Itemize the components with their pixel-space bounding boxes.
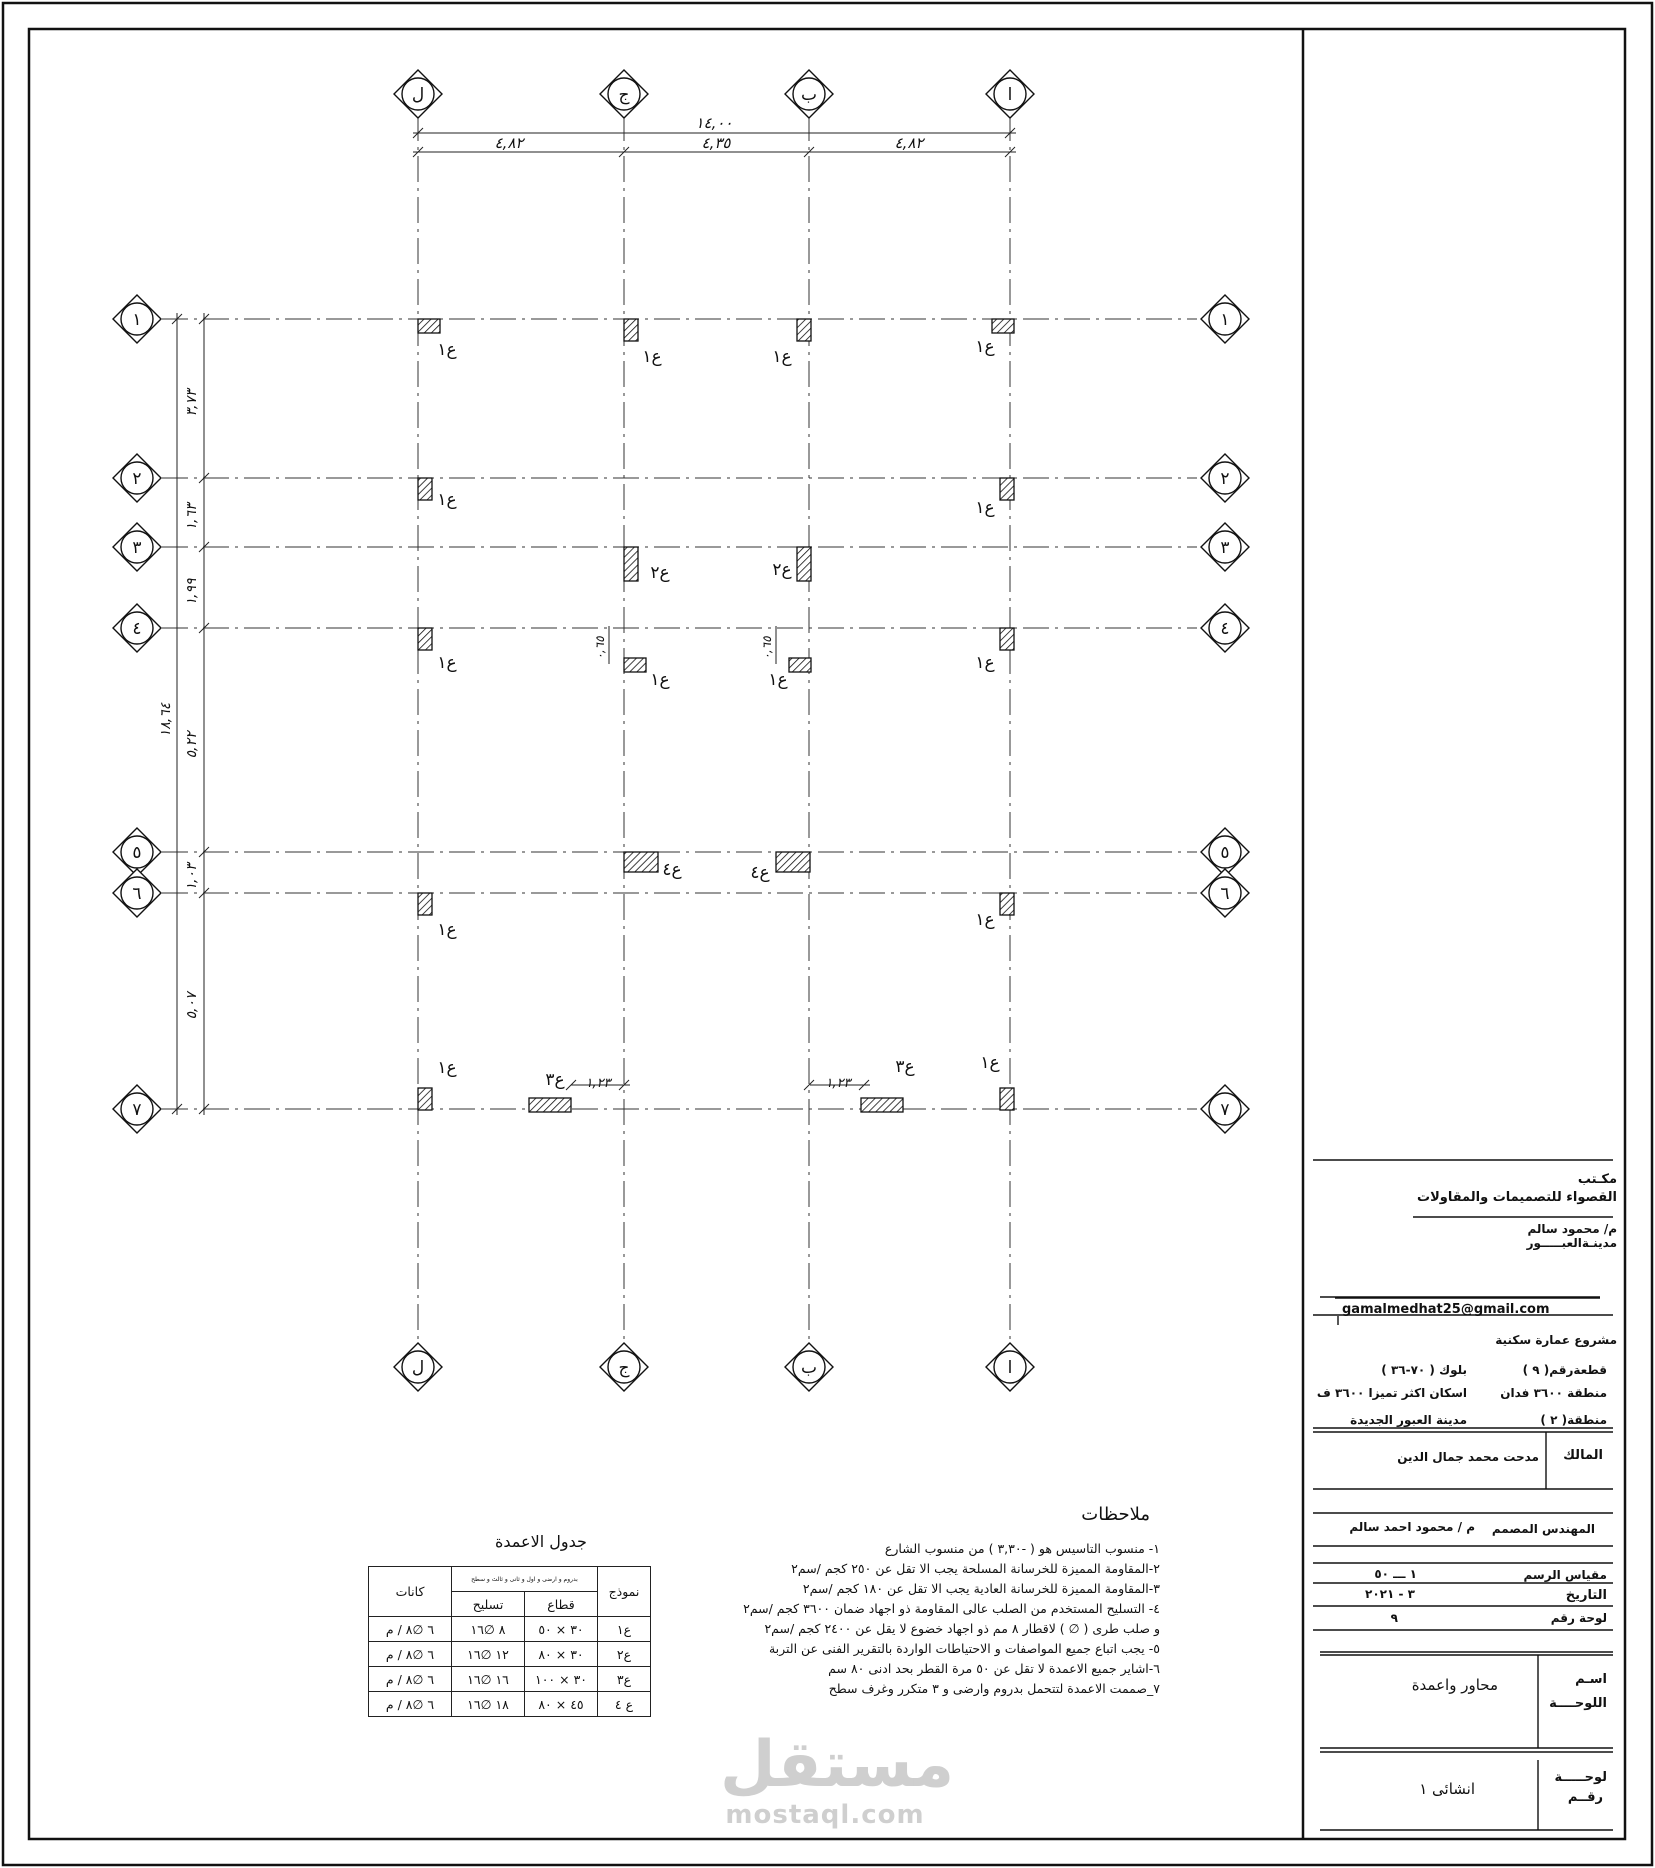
plan-column [624,547,638,581]
engineer-name: م/ محمود سالم [1527,1222,1617,1236]
housing-type: اسكان اكثر تميزا ٣٦٠٠ ف [1316,1386,1467,1400]
plan-column [1000,628,1014,650]
dimension-text-vertical-total: ١٨,٦٤ [158,702,174,738]
dimension-text-small: ١,٢٣ [585,1076,611,1091]
table-row [369,1667,651,1692]
cell-model: ع٣ [598,1667,651,1692]
header-reinforcement: تسليح [452,1592,525,1617]
grid-bubble-label: ٤ [132,619,142,639]
grid-bubble-label: ٥ [1220,843,1230,863]
plan-column [418,478,432,500]
dimension-text: ٤,٨٢ [494,134,524,152]
office-name: القصواء للتصميمات والمقاولات [1417,1190,1617,1205]
cell-stirrups: ٦ ∅٨ / م [369,1617,452,1642]
column-tag: ع١ [650,670,670,690]
block-number: بلوك ( ٧٠-٣٦ ) [1381,1363,1467,1377]
plan-column [797,547,811,581]
column-tag: ع٣ [545,1070,565,1090]
column-tag: ع١ [437,340,457,360]
note-line: ٢-المقاومة المميزة للخرسانة المسلحة يجب الا تقل عن ٢٥٠ كجم /سم٢ [791,1561,1160,1576]
cell-section: ٣٠ × ٨٠ [525,1642,598,1667]
column-tag: ع١ [975,653,995,673]
plan-column [624,658,646,672]
city-name: مدينة العبور الجديدة [1350,1413,1467,1427]
sheet-name-label: اسـم [1575,1672,1607,1687]
column-tag: ع١ [437,1058,457,1078]
table-row [369,1642,651,1667]
dimension-text-total: ١٤,٠٠ [695,114,733,132]
grid-bubble-label: ٢ [1220,469,1230,489]
grid-bubbles [113,70,1249,1391]
plan-column [529,1098,571,1112]
grid-bubble-label: ٤ [1220,619,1230,639]
project-title: مشروع عمارة سكنية [1495,1333,1617,1347]
column-tag: ع١ [975,498,995,518]
notes-section [740,1505,1160,1699]
header-model: نموذج [598,1567,651,1617]
grid-bubble-label: ٦ [132,884,142,904]
zone-number: منطقة( ٢ ) [1540,1413,1607,1427]
plan-column [861,1098,903,1112]
owner-name: مدحت محمد جمال الدين [1397,1450,1539,1464]
cell-model: ع٢ [598,1642,651,1667]
column-tag: ع١ [437,490,457,510]
cell-section: ٤٥ × ٨٠ [525,1692,598,1717]
grid-bubble-label: ل [411,1358,425,1378]
grid-bubble-label: ل [411,85,425,105]
plan-column [418,1088,432,1110]
cell-stirrups: ٦ ∅٨ / م [369,1692,452,1717]
column-tag: ع١ [980,1053,1000,1073]
vertical-grid-lines [418,115,1010,1345]
notes-heading: ملاحظات [1081,1504,1150,1525]
plan-column [418,893,432,915]
note-line: و صلب طرى ( ∅ ) لاقطار ٨ مم ذو اجهاد خضوع لا يقل عن ٢٤٠٠ كجم /سم٢ [764,1621,1160,1636]
columns-table-title: جدول الاعمدة [495,1532,587,1551]
note-line: ٤- التسليح المستخدم من الصلب عالى المقاومة ذو اجهاد ضمان ٣٦٠٠ كجم /سم٢ [743,1601,1160,1616]
column-tag: ع١ [768,670,788,690]
grid-bubble-label: ب [800,1358,818,1378]
cell-reinforcement: ٨ ∅١٦ [452,1617,525,1642]
dimension-text: ٤,٨٢ [894,134,924,152]
designer-name: م / محمود احمد سالم [1349,1520,1475,1534]
dimension-text: ٤,٣٥ [701,134,731,152]
date-label: التاريخ [1565,1588,1607,1603]
dimension-text-small: ٠,٦٥ [593,636,607,660]
grid-bubble-label: ٣ [132,538,142,558]
column-tag: ع١ [437,920,457,940]
email-text: gamalmedhat25@gmail.com [1342,1302,1550,1317]
drawing-number-label-2: رقــم [1567,1790,1603,1805]
cell-stirrups: ٦ ∅٨ / م [369,1667,452,1692]
plan-columns [418,319,1014,1112]
grid-bubble-label: ا [1007,1358,1013,1378]
plan-column [1000,478,1014,500]
grid-bubble-label: ٢ [132,469,142,489]
drawing-number-label: لوحـــــة [1554,1770,1607,1785]
dimension-text-vertical: ١,٠٣ [184,863,200,891]
header-section: قطاع [525,1592,598,1617]
drawing-number-value: انشائى ١ [1419,1780,1475,1798]
plot-number: قطعةرقم( ٩ ) [1522,1363,1607,1377]
grid-bubble-label: ج [618,1358,630,1378]
watermark-latin: mostaql.com [725,1800,925,1830]
dimension-text-vertical: ٥,٢٢ [184,731,200,759]
cell-model: ع١ [598,1617,651,1642]
cell-stirrups: ٦ ∅٨ / م [369,1642,452,1667]
zone-area: منطقة ٣٦٠٠ فدان [1500,1386,1607,1400]
dimension-text-vertical: ١,٦٣ [184,503,200,531]
column-tag: ع١ [975,910,995,930]
grid-bubble-label: ١ [1220,310,1230,330]
dimension-text-small: ١,٢٣ [825,1076,851,1091]
horizontal-grid-lines [162,319,1197,1109]
grid-bubble-label: ٧ [1220,1100,1230,1120]
column-tag: ع١ [437,653,457,673]
plan-column [418,319,440,333]
cell-reinforcement: ١٨ ∅١٦ [452,1692,525,1717]
engineer-city: مدينـةالعبـــــور [1526,1236,1617,1250]
grid-bubble-label: ا [1007,85,1013,105]
note-line: ١- منسوب التاسيس هو ( -٣,٣٠ ) من منسوب الشارع [884,1541,1160,1556]
table-row [369,1617,651,1642]
grid-bubble-label: ب [800,85,818,105]
plan-text [158,114,1000,1091]
plan-column [992,319,1014,333]
column-tag: ع١ [642,347,662,367]
column-tag: ع١ [772,347,792,367]
cell-section: ٣٠ × ٥٠ [525,1617,598,1642]
plan-column [624,852,658,872]
grid-bubble-label: ١ [132,310,142,330]
cell-reinforcement: ١٢ ∅١٦ [452,1642,525,1667]
column-tag: ع٢ [650,563,670,583]
scale-label: مقياس الرسم [1523,1568,1607,1582]
note-line: ٥- يجب اتباع جميع المواصفات و الاحتياطات الواردة بالتقرير الفنى عن التربة [768,1641,1160,1656]
grid-bubble-label: ج [618,85,630,105]
plan-column [1000,1088,1014,1110]
column-tag: ع٢ [772,560,792,580]
note-line: ٣-المقاومة المميزة للخرسانة العادية يجب الا تقل عن ١٨٠ كجم /سم٢ [802,1581,1160,1596]
watermark [720,1728,955,1830]
title-block-lines [1313,1160,1613,1830]
plan-column [418,628,432,650]
dimension-text-vertical: ٥,٠٧ [184,992,200,1020]
cell-reinforcement: ١٦ ∅١٦ [452,1667,525,1692]
designer-label: المهندس المصمم [1491,1522,1595,1536]
plan-column [797,319,811,341]
sheet-number-label: لوحة رقم [1550,1611,1607,1625]
dimension-text-small: ٠,٦٥ [760,636,774,660]
cell-model: ع ٤ [598,1692,651,1717]
grid-bubble-label: ٦ [1220,884,1230,904]
sheet-number-value: ٩ [1390,1611,1398,1625]
dimension-lines [172,128,1016,1115]
column-tag: ع٤ [750,863,770,883]
plan-column [789,658,811,672]
header-stirrups: كانات [369,1567,452,1617]
plan-column [624,319,638,341]
header-group-note: بدروم و ارضى و اول و ثانى و ثالث و سطح [452,1567,598,1592]
cell-section: ٣٠ × ١٠٠ [525,1667,598,1692]
sheet-name-value: محاور واعمدة [1411,1676,1498,1694]
columns-schedule-table [368,1566,651,1717]
note-line: ٧_صممت الاعمدة لتتحمل بدروم وارضى و ٣ متكرر وغرف سطح [828,1681,1160,1696]
plan-column [776,852,810,872]
table-row [369,1692,651,1717]
date-value: ٣ - ٢٠٢١ [1365,1587,1415,1601]
owner-label: المالك [1563,1448,1603,1463]
note-line: ٦-اشاير جميع الاعمدة لا تقل عن ٥٠ مرة القطر بحد ادنى ٨٠ سم [828,1661,1160,1676]
grid-bubble-label: ٧ [132,1100,142,1120]
column-tag: ع١ [975,337,995,357]
column-tag: ع٤ [662,860,682,880]
plan-column [1000,893,1014,915]
scale-value: ١ ـــ ٥٠ [1374,1567,1417,1581]
grid-bubble-label: ٥ [132,843,142,863]
sheet-name-label-2: اللوحــــة [1549,1696,1607,1711]
watermark-arabic: مستقل [720,1728,955,1802]
dimension-text-vertical: ١,٩٩ [184,578,200,606]
office-label: مكـتب [1577,1172,1617,1187]
grid-bubble-label: ٣ [1220,538,1230,558]
column-tag: ع٣ [895,1057,915,1077]
dimension-text-vertical: ٣,٧٣ [184,389,200,417]
